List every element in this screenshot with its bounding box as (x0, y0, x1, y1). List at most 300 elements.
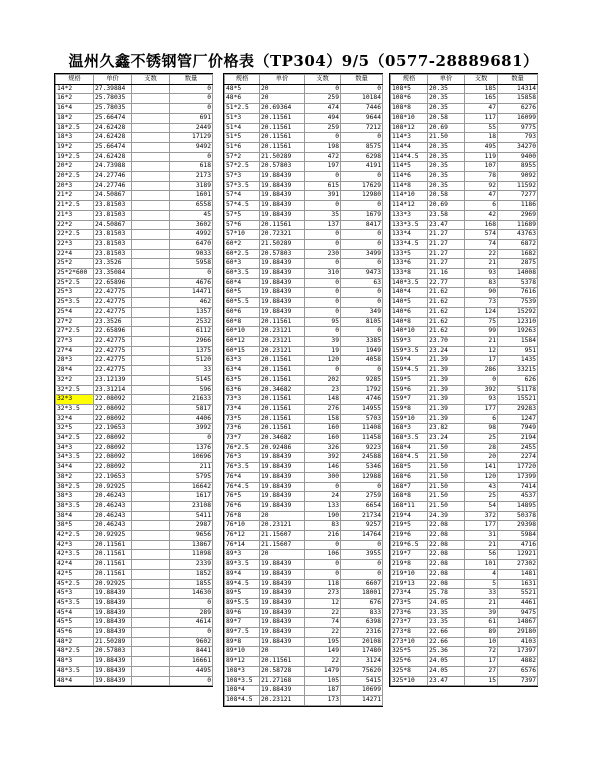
quantity-cell: 9257 (341, 521, 383, 531)
count-cell: 75 (465, 317, 498, 327)
count-cell: 197 (305, 162, 341, 172)
price-cell: 21.16 (428, 269, 465, 279)
price-cell: 21.27 (428, 239, 465, 249)
price-cell: 23.70 (428, 336, 465, 346)
price-cell: 19.88439 (260, 259, 305, 269)
table-row (391, 336, 538, 346)
spec-cell: 34*3 (56, 443, 94, 453)
quantity-cell: 1186 (498, 201, 538, 211)
quantity-cell: 10184 (341, 94, 383, 104)
count-cell (132, 278, 170, 288)
count-cell: 0 (305, 298, 341, 308)
count-cell: 1479 (305, 666, 341, 676)
count-cell: 83 (465, 278, 498, 288)
count-cell: 12 (305, 598, 341, 608)
count-cell: 43 (465, 482, 498, 492)
count-cell: 101 (465, 560, 498, 570)
table-row (56, 560, 213, 570)
count-cell: 89 (465, 628, 498, 638)
table-row (391, 453, 538, 463)
page-title: 温州久鑫不锈钢管厂价格表（TP304）9/5（0577-28889681） (68, 52, 539, 70)
quantity-cell: 211 (170, 463, 213, 473)
price-cell: 20.11561 (260, 424, 305, 434)
table-row (391, 239, 538, 249)
price-cell: 21.50 (428, 492, 465, 502)
quantity-cell: 11408 (341, 424, 383, 434)
spec-cell: 60*8 (225, 317, 260, 327)
table-row (391, 637, 538, 647)
table-row (391, 288, 538, 298)
count-cell: 148 (305, 395, 341, 405)
column-header: 规格 (391, 75, 428, 85)
spec-cell: 114*10 (391, 191, 428, 201)
count-cell: 33 (465, 589, 498, 599)
count-cell: 187 (305, 686, 341, 696)
count-cell: 160 (305, 424, 341, 434)
spec-cell: 60*2.5 (225, 249, 260, 259)
price-cell: 20.11561 (260, 142, 305, 152)
spec-cell: 32*2 (56, 375, 94, 385)
price-cell: 22.08092 (94, 434, 132, 444)
quantity-cell: 9285 (341, 375, 383, 385)
quantity-cell: 14867 (498, 618, 538, 628)
price-cell: 22.08 (428, 540, 465, 550)
table-row (56, 434, 213, 444)
table-row (225, 385, 383, 395)
table-row (225, 307, 383, 317)
quantity-cell: 6558 (170, 201, 213, 211)
table-row (56, 424, 213, 434)
quantity-cell: 2987 (170, 521, 213, 531)
price-cell: 19.88439 (260, 269, 305, 279)
spec-cell: 57*2.5 (225, 162, 260, 172)
count-cell: 6 (465, 414, 498, 424)
price-cell: 19.88439 (260, 210, 305, 220)
price-cell: 23.24 (428, 434, 465, 444)
count-cell: 107 (465, 162, 498, 172)
price-cell: 19.88439 (260, 628, 305, 638)
spec-cell: 28*4 (56, 366, 94, 376)
table-row (225, 249, 383, 259)
spec-cell: 89*3.5 (225, 560, 260, 570)
table-row (391, 598, 538, 608)
count-cell: 21 (465, 259, 498, 269)
spec-cell: 22*3 (56, 239, 94, 249)
table-row (225, 230, 383, 240)
count-cell (132, 472, 170, 482)
table-row (225, 540, 383, 550)
count-cell: 141 (465, 463, 498, 473)
table-row (56, 220, 213, 230)
table-row (391, 249, 538, 259)
count-cell: 95 (305, 317, 341, 327)
quantity-cell: 14471 (170, 288, 213, 298)
quantity-cell: 9492 (170, 142, 213, 152)
quantity-cell: 0 (170, 269, 213, 279)
count-cell: 20 (465, 453, 498, 463)
quantity-cell: 2316 (341, 628, 383, 638)
column-header: 单价 (428, 75, 465, 85)
quantity-cell: 9033 (170, 249, 213, 259)
price-cell: 22.08092 (94, 453, 132, 463)
price-cell: 19.88439 (94, 589, 132, 599)
table-row (225, 598, 383, 608)
count-cell (132, 657, 170, 667)
count-cell: 168 (465, 220, 498, 230)
price-cell: 20.92925 (94, 531, 132, 541)
spec-cell: 89*3 (225, 550, 260, 560)
count-cell: 117 (465, 113, 498, 123)
spec-cell: 219*5 (391, 521, 428, 531)
quantity-cell: 19263 (498, 327, 538, 337)
count-cell: 259 (305, 123, 341, 133)
count-cell: 372 (465, 511, 498, 521)
quantity-cell: 11689 (498, 220, 538, 230)
price-cell: 20.11561 (260, 317, 305, 327)
price-cell: 21.27 (428, 249, 465, 259)
price-cell: 19.88439 (260, 560, 305, 570)
spec-cell: 133*8 (391, 269, 428, 279)
spec-cell: 168*4 (391, 443, 428, 453)
table-row (225, 463, 383, 473)
table-row (391, 540, 538, 550)
count-cell: 15 (465, 676, 498, 686)
spec-cell: 48*2.5 (56, 647, 94, 657)
spec-cell: 89*4.5 (225, 579, 260, 589)
price-cell: 20.58728 (260, 666, 305, 676)
spec-cell: 51*6 (225, 142, 260, 152)
count-cell: 216 (305, 531, 341, 541)
table-row (391, 113, 538, 123)
price-cell: 22.08 (428, 579, 465, 589)
count-cell: 137 (305, 220, 341, 230)
count-cell (132, 404, 170, 414)
quantity-cell: 3385 (341, 336, 383, 346)
spec-cell: 48*6 (225, 94, 260, 104)
quantity-cell: 12921 (498, 550, 538, 560)
count-cell (132, 531, 170, 541)
count-cell (132, 628, 170, 638)
quantity-cell: 75620 (341, 666, 383, 676)
count-cell (132, 113, 170, 123)
spec-cell: 273*8 (391, 628, 428, 638)
quantity-cell: 8105 (341, 317, 383, 327)
quantity-cell: 2875 (498, 259, 538, 269)
table-row (225, 628, 383, 638)
quantity-cell: 45 (170, 210, 213, 220)
table-row (56, 598, 213, 608)
header-row (56, 75, 213, 85)
table-row (56, 356, 213, 366)
quantity-cell: 7277 (498, 191, 538, 201)
price-table (55, 74, 213, 686)
spec-cell: 73*5 (225, 414, 260, 424)
table-row (225, 521, 383, 531)
quantity-cell: 2966 (170, 336, 213, 346)
price-cell: 19.88439 (260, 569, 305, 579)
quantity-cell: 0 (341, 366, 383, 376)
table-row (225, 657, 383, 667)
price-cell: 21.27 (428, 230, 465, 240)
price-cell: 23.35 (428, 608, 465, 618)
table-body (56, 84, 213, 686)
count-cell: 39 (465, 608, 498, 618)
quantity-cell: 43763 (498, 230, 538, 240)
table-row (391, 220, 538, 230)
quantity-cell: 51178 (498, 385, 538, 395)
count-cell: 158 (305, 414, 341, 424)
price-cell: 21.15607 (260, 531, 305, 541)
spec-cell: 89*8 (225, 637, 260, 647)
table-row (225, 637, 383, 647)
count-cell: 392 (305, 453, 341, 463)
table-row (56, 628, 213, 638)
price-cell: 24.62428 (94, 123, 132, 133)
count-cell: 0 (305, 482, 341, 492)
count-cell: 31 (465, 531, 498, 541)
quantity-cell: 15858 (498, 94, 538, 104)
count-cell (132, 317, 170, 327)
price-cell: 19.88439 (260, 172, 305, 182)
spec-cell: 28*3 (56, 356, 94, 366)
quantity-cell: 1375 (170, 346, 213, 356)
spec-cell: 60*5.5 (225, 298, 260, 308)
spec-cell: 219*4 (391, 511, 428, 521)
price-cell: 24.27746 (94, 172, 132, 182)
table-row (391, 579, 538, 589)
table-row (391, 327, 538, 337)
price-cell: 21.62 (428, 317, 465, 327)
count-cell: 195 (305, 637, 341, 647)
count-cell (132, 94, 170, 104)
quantity-cell: 3189 (170, 181, 213, 191)
count-cell (132, 608, 170, 618)
quantity-cell: 6872 (498, 239, 538, 249)
count-cell: 0 (465, 375, 498, 385)
table-row (225, 501, 383, 511)
table-row (56, 608, 213, 618)
price-cell: 20.46243 (94, 501, 132, 511)
price-cell: 20.11561 (260, 404, 305, 414)
price-cell: 21.50289 (260, 239, 305, 249)
spec-cell: 219*8 (391, 560, 428, 570)
table-row (391, 618, 538, 628)
price-cell: 19.88439 (260, 463, 305, 473)
table-body (391, 84, 538, 686)
table-row (391, 434, 538, 444)
table-row (225, 346, 383, 356)
price-cell: 20.11561 (260, 395, 305, 405)
count-cell (132, 434, 170, 444)
table-row (391, 482, 538, 492)
table-row (56, 676, 213, 686)
price-table-block-3 (389, 73, 538, 687)
spec-cell: 89*5.5 (225, 598, 260, 608)
table-row (225, 453, 383, 463)
table-row (56, 172, 213, 182)
table-row (391, 628, 538, 638)
price-cell: 19.88439 (260, 298, 305, 308)
price-cell: 22.42775 (94, 346, 132, 356)
price-cell: 21.50289 (260, 152, 305, 162)
price-cell: 21.39 (428, 356, 465, 366)
price-cell: 19.88439 (260, 598, 305, 608)
quantity-cell: 23108 (170, 501, 213, 511)
price-cell: 21.62 (428, 288, 465, 298)
spec-cell: 60*4 (225, 278, 260, 288)
table-row (391, 569, 538, 579)
count-cell: 12 (465, 346, 498, 356)
price-cell: 22.19653 (94, 424, 132, 434)
table-row (391, 172, 538, 182)
table-row (56, 307, 213, 317)
count-cell (132, 443, 170, 453)
table-row (225, 327, 383, 337)
price-cell: 20.11561 (260, 220, 305, 230)
spec-cell: 168*3 (391, 424, 428, 434)
spec-cell: 114*8 (391, 181, 428, 191)
price-cell: 20.35 (428, 172, 465, 182)
table-row (225, 676, 383, 686)
spec-cell: 89*7 (225, 618, 260, 628)
count-cell: 73 (465, 298, 498, 308)
table-row (391, 181, 538, 191)
spec-cell: 60*5 (225, 288, 260, 298)
spec-cell: 76*2.5 (225, 443, 260, 453)
quantity-cell: 2455 (498, 443, 538, 453)
quantity-cell: 15521 (498, 395, 538, 405)
count-cell: 0 (305, 133, 341, 143)
count-cell: 392 (465, 385, 498, 395)
spec-cell: 273*7 (391, 618, 428, 628)
price-cell: 22.19653 (94, 472, 132, 482)
price-cell: 20.35 (428, 152, 465, 162)
price-cell: 19.88439 (94, 598, 132, 608)
quantity-cell: 5817 (170, 404, 213, 414)
count-cell (132, 647, 170, 657)
price-cell: 23.81503 (94, 210, 132, 220)
count-cell: 83 (305, 521, 341, 531)
table-row (225, 608, 383, 618)
table-row (56, 395, 213, 405)
header-row (225, 75, 383, 85)
table-row (56, 201, 213, 211)
quantity-cell: 12980 (341, 191, 383, 201)
column-header: 数量 (341, 75, 383, 85)
spec-cell: 22*4 (56, 249, 94, 259)
spec-cell: 27*4 (56, 346, 94, 356)
table-row (391, 259, 538, 269)
spec-cell: 42*4 (56, 560, 94, 570)
quantity-cell: 0 (170, 598, 213, 608)
price-cell: 19.88439 (94, 618, 132, 628)
spec-cell: 140*3.5 (391, 278, 428, 288)
price-cell: 25.78035 (94, 94, 132, 104)
count-cell: 99 (465, 327, 498, 337)
spec-cell: 114*3 (391, 133, 428, 143)
count-cell: 300 (305, 472, 341, 482)
spec-cell: 140*10 (391, 327, 428, 337)
quantity-cell: 0 (341, 327, 383, 337)
count-cell (132, 269, 170, 279)
count-cell (132, 618, 170, 628)
price-cell: 20.46243 (94, 511, 132, 521)
spec-cell: 57*3 (225, 172, 260, 182)
quantity-cell: 4537 (498, 492, 538, 502)
count-cell: 185 (465, 84, 498, 94)
spec-cell: 73*6 (225, 424, 260, 434)
spec-cell: 114*6 (391, 172, 428, 182)
price-cell: 20.58 (428, 113, 465, 123)
count-cell: 105 (305, 676, 341, 686)
count-cell: 56 (465, 550, 498, 560)
quantity-cell: 9473 (341, 269, 383, 279)
quantity-cell: 33 (170, 366, 213, 376)
price-cell: 19.88439 (260, 492, 305, 502)
table-row (56, 511, 213, 521)
quantity-cell: 4461 (498, 598, 538, 608)
count-cell: 93 (465, 395, 498, 405)
spec-cell: 159*5 (391, 375, 428, 385)
count-cell (132, 249, 170, 259)
count-cell: 494 (305, 113, 341, 123)
count-cell (132, 104, 170, 114)
price-cell: 23.81503 (94, 201, 132, 211)
table-row (56, 327, 213, 337)
count-cell: 286 (465, 366, 498, 376)
price-cell: 21.39 (428, 375, 465, 385)
count-cell: 17 (465, 657, 498, 667)
count-cell (132, 492, 170, 502)
count-cell: 0 (305, 278, 341, 288)
count-cell: 198 (305, 142, 341, 152)
spec-cell: 76*4.5 (225, 482, 260, 492)
spec-cell: 159*4 (391, 356, 428, 366)
quantity-cell: 16661 (170, 657, 213, 667)
count-cell (132, 346, 170, 356)
count-cell: 0 (305, 84, 341, 94)
count-cell (132, 152, 170, 162)
table-row (225, 424, 383, 434)
quantity-cell: 14955 (341, 404, 383, 414)
quantity-cell: 1617 (170, 492, 213, 502)
table-row (391, 191, 538, 201)
table-row (391, 84, 538, 94)
table-row (225, 618, 383, 628)
table-row (56, 414, 213, 424)
table-row (56, 113, 213, 123)
table-row (225, 201, 383, 211)
count-cell: 25 (465, 492, 498, 502)
count-cell: 22 (465, 249, 498, 259)
spec-cell: 273*4 (391, 589, 428, 599)
spec-cell: 73*4 (225, 404, 260, 414)
count-cell: 474 (305, 104, 341, 114)
count-cell: 24 (305, 492, 341, 502)
price-cell: 20.11561 (260, 356, 305, 366)
table-row (225, 569, 383, 579)
count-cell (132, 666, 170, 676)
quantity-cell: 0 (341, 239, 383, 249)
table-row (225, 181, 383, 191)
count-cell (132, 385, 170, 395)
spec-cell: 140*8 (391, 317, 428, 327)
price-cell: 20 (260, 84, 305, 94)
table-row (56, 375, 213, 385)
spec-cell: 25*2*600 (56, 269, 94, 279)
count-cell: 106 (305, 550, 341, 560)
table-row (225, 414, 383, 424)
